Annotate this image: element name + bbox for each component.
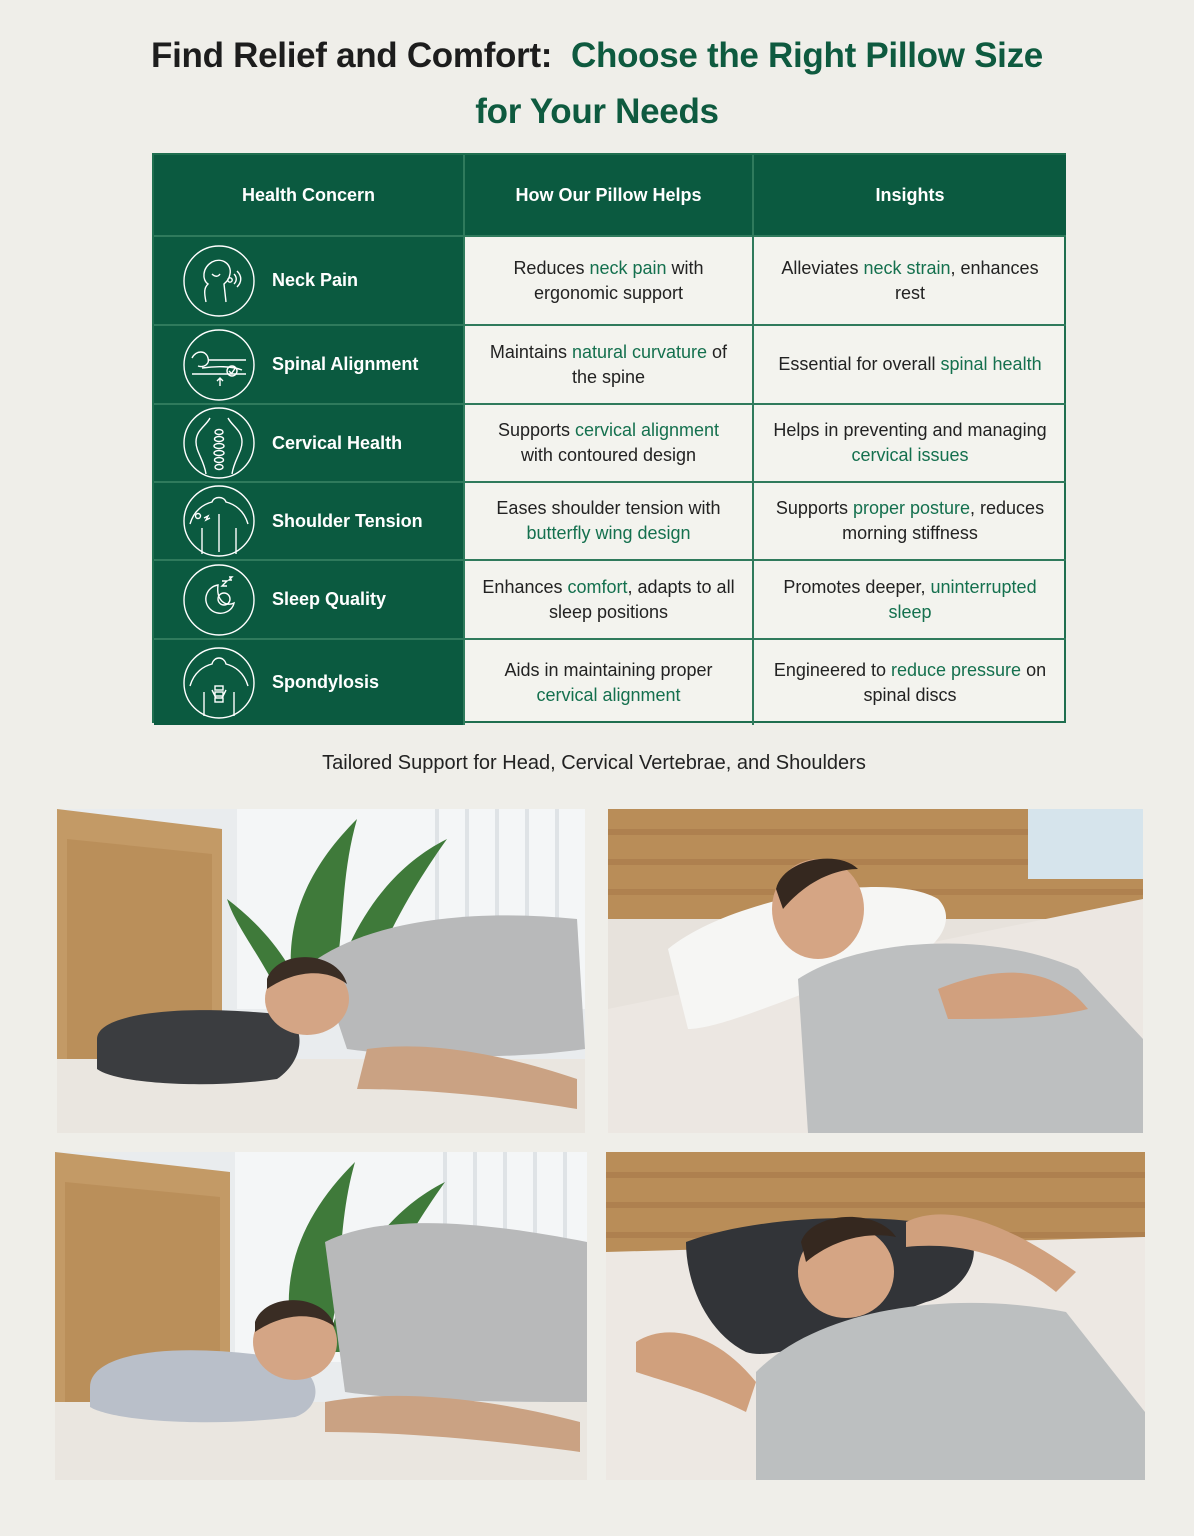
shoulder-tension-icon — [182, 484, 256, 558]
concern-label: Shoulder Tension — [272, 510, 423, 531]
table-row-concern — [154, 638, 465, 725]
helps-cell — [465, 481, 754, 559]
table-row-concern — [154, 481, 465, 559]
helps-cell — [465, 638, 754, 725]
insight-highlight: uninterrupted sleep — [888, 576, 1037, 622]
title-part-3: for Your Needs — [475, 92, 719, 131]
insight-text: Helps in preventing and managing — [773, 420, 1047, 440]
helps-text: Eases shoulder tension with — [496, 498, 721, 518]
concern-label: Neck Pain — [272, 270, 359, 290]
helps-highlight: neck pain — [589, 257, 667, 278]
helps-cell — [465, 403, 754, 481]
title-part-2: Choose the Right Pillow Size — [571, 36, 1043, 75]
helps-cell — [465, 559, 754, 638]
man-side-sleeping-grey-pillow-photo — [55, 1152, 587, 1480]
insight-cell — [754, 559, 1066, 638]
helps-text: of the spine — [571, 341, 728, 387]
table-row-concern — [154, 235, 465, 324]
helps-highlight: natural curvature — [571, 341, 708, 362]
insight-cell — [754, 235, 1066, 324]
helps-text: Maintains — [489, 341, 572, 362]
insight-highlight: neck strain — [863, 257, 951, 278]
spinal-alignment-icon — [182, 328, 256, 402]
header-how-pillow-helps: How Our Pillow Helps — [465, 155, 754, 235]
helps-text: with contoured design — [520, 445, 697, 465]
helps-highlight: butterfly wing design — [526, 523, 691, 543]
photo-caption — [0, 752, 1194, 775]
sleep-moon-icon — [182, 563, 256, 637]
caption-text: Tailored Support for Head, Cervical Vertebrae, and Shoulders — [322, 752, 866, 774]
cervical-spine-icon — [182, 406, 256, 480]
insight-text: Essential for overall — [778, 354, 941, 374]
insight-highlight: cervical issues — [851, 445, 969, 465]
header-health-concern: Health Concern — [154, 155, 465, 235]
helps-text: Enhances — [482, 576, 568, 597]
insight-cell — [754, 638, 1066, 725]
helps-highlight: cervical alignment — [574, 420, 720, 440]
health-concern-table — [152, 153, 1066, 723]
helps-text: with ergonomic support — [533, 257, 704, 303]
insight-cell — [754, 324, 1066, 403]
insight-highlight: spinal health — [940, 354, 1042, 374]
helps-highlight: comfort — [567, 576, 628, 597]
insight-highlight: proper posture — [852, 498, 971, 518]
man-side-sleeping-dark-pillow-photo — [57, 809, 585, 1133]
table-row-concern — [154, 403, 465, 481]
concern-label: Spinal Alignment — [272, 354, 419, 374]
helps-text: Supports — [497, 420, 575, 440]
insight-cell — [754, 403, 1066, 481]
concern-label: Sleep Quality — [272, 589, 387, 609]
insight-highlight: reduce pressure — [890, 659, 1022, 680]
insight-cell — [754, 481, 1066, 559]
helps-cell — [465, 324, 754, 403]
man-stomach-sleeping-dark-pillow-photo — [606, 1152, 1145, 1480]
insight-text: Promotes deeper, — [783, 576, 931, 597]
insight-text: Alleviates — [781, 257, 864, 278]
table-row-concern — [154, 559, 465, 638]
neck-pain-icon — [182, 244, 256, 318]
page-title — [0, 28, 1194, 140]
table-row-concern — [154, 324, 465, 403]
helps-cell — [465, 235, 754, 324]
insight-text: Supports — [775, 498, 853, 518]
insight-text: , reduces morning stiffness — [842, 498, 1045, 543]
insight-text: on spinal discs — [863, 659, 1047, 705]
insight-text: Engineered to — [773, 659, 891, 680]
header-insights: Insights — [754, 155, 1066, 235]
concern-label: Cervical Health — [272, 432, 403, 453]
helps-highlight: cervical alignment — [536, 684, 681, 705]
concern-label: Spondylosis — [272, 672, 380, 692]
helps-text: Aids in maintaining proper — [504, 659, 713, 680]
helps-text: , adapts to all sleep positions — [548, 576, 735, 622]
insight-text: , enhances rest — [894, 257, 1039, 303]
spondylosis-icon — [182, 646, 256, 720]
title-part-1: Find Relief and Comfort: — [151, 36, 553, 75]
helps-text: Reduces — [513, 257, 590, 278]
man-back-sleeping-white-pillow-photo — [608, 809, 1143, 1133]
